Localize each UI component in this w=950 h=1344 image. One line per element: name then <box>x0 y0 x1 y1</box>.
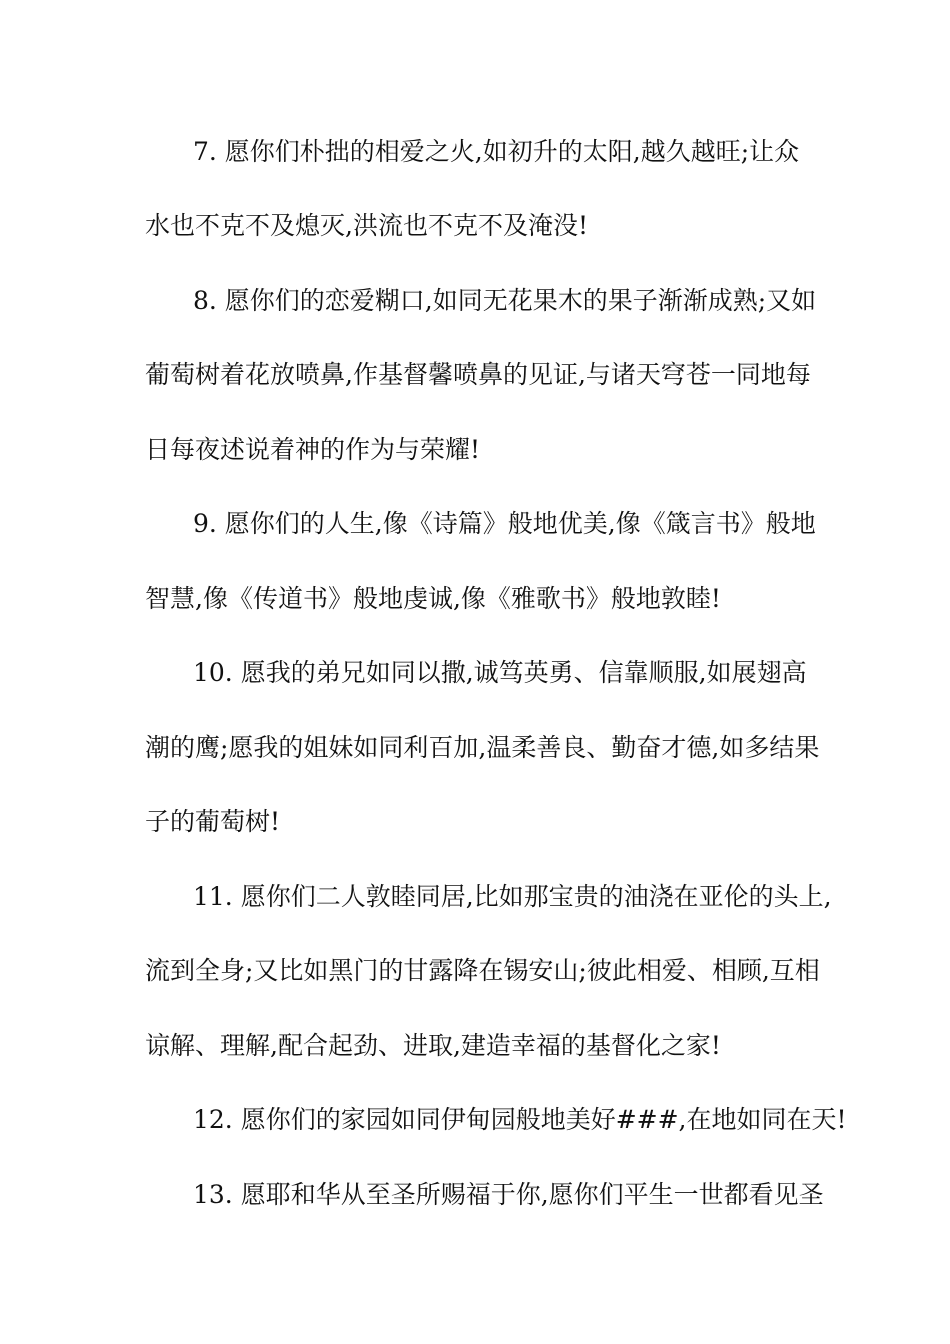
paragraph-10-line-2: 潮的鹰;愿我的姐妹如同利百加,温柔善良、勤奋才德,如多结果 <box>145 733 820 762</box>
paragraph-8-line-2: 葡萄树着花放喷鼻,作基督馨喷鼻的见证,与诸天穹苍一同地每 <box>145 360 811 389</box>
paragraph-11-line-1: 11. 愿你们二人敦睦同居,比如那宝贵的油浇在亚伦的头上, <box>193 882 832 911</box>
paragraph-10-line-1: 10. 愿我的弟兄如同以撒,诚笃英勇、信靠顺服,如展翅高 <box>193 658 807 687</box>
paragraph-12-line-1: 12. 愿你们的家园如同伊甸园般地美好###,在地如同在天! <box>193 1105 847 1134</box>
paragraph-7-line-2: 水也不克不及熄灭,洪流也不克不及淹没! <box>145 211 588 240</box>
paragraph-8-line-1: 8. 愿你们的恋爱糊口,如同无花果木的果子渐渐成熟;又如 <box>193 286 817 315</box>
paragraph-10-line-3: 子的葡萄树! <box>145 807 281 836</box>
paragraph-11-line-3: 谅解、理解,配合起劲、进取,建造幸福的基督化之家! <box>145 1031 721 1060</box>
paragraph-13-line-1: 13. 愿耶和华从至圣所赐福于你,愿你们平生一世都看见圣 <box>193 1180 824 1209</box>
paragraph-8-line-3: 日每夜述说着神的作为与荣耀! <box>145 435 481 464</box>
paragraph-11-line-2: 流到全身;又比如黑门的甘露降在锡安山;彼此相爱、相顾,互相 <box>145 956 820 985</box>
paragraph-9-line-2: 智慧,像《传道书》般地虔诚,像《雅歌书》般地敦睦! <box>145 584 721 613</box>
paragraph-7-line-1: 7. 愿你们朴拙的相爱之火,如初升的太阳,越久越旺;让众 <box>193 137 800 166</box>
paragraph-9-line-1: 9. 愿你们的人生,像《诗篇》般地优美,像《箴言书》般地 <box>193 509 816 538</box>
